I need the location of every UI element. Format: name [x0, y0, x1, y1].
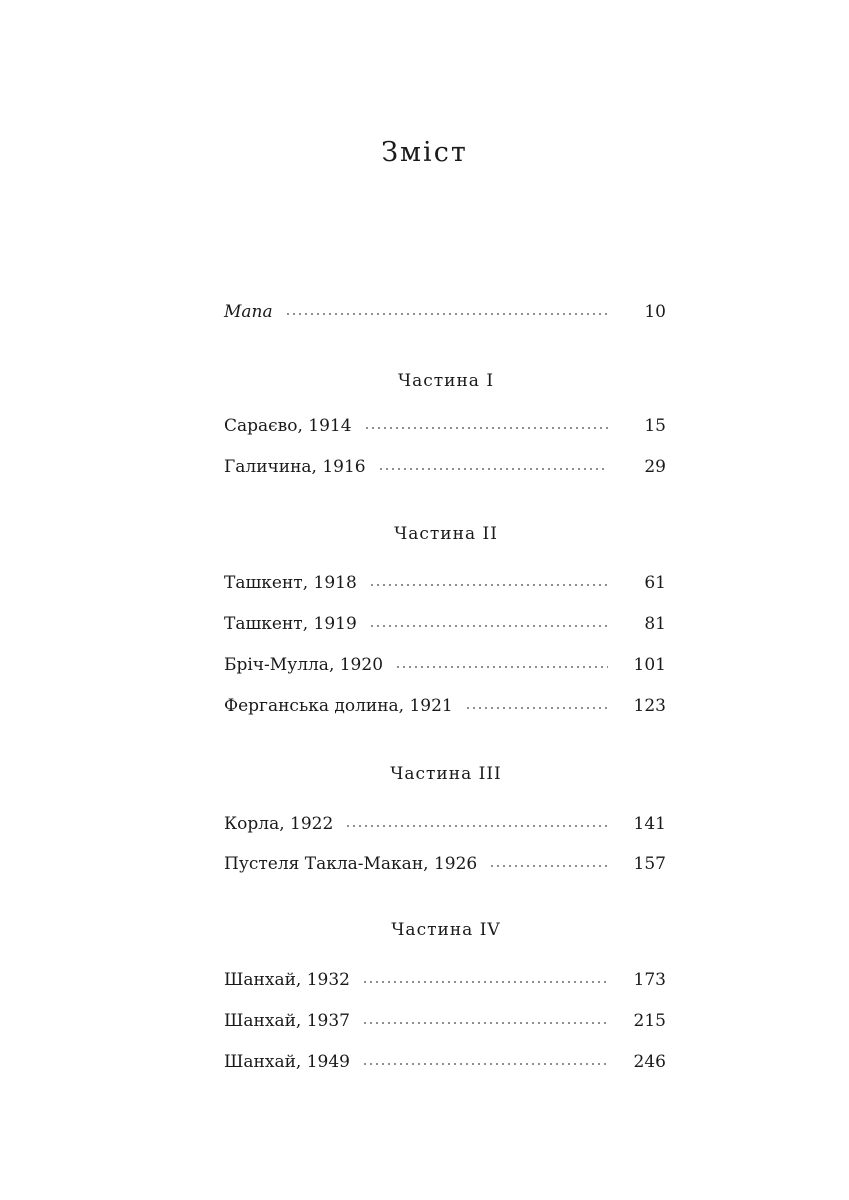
part-heading-4: Частина IV	[391, 920, 501, 940]
dot-leader	[362, 1063, 608, 1065]
toc-entry-map[interactable]	[224, 297, 666, 327]
toc-entry[interactable]	[224, 691, 666, 721]
toc-entry[interactable]	[224, 1047, 666, 1077]
dot-leader	[345, 825, 608, 827]
dot-leader	[465, 707, 608, 709]
toc-entry-label: Пустеля Такла-Макан, 1926	[224, 854, 478, 874]
toc-entry-page-number: 246	[633, 1052, 666, 1072]
toc-entry-page-number: 157	[633, 854, 666, 874]
toc-entry[interactable]	[224, 1006, 666, 1036]
part-heading-3: Частина III	[390, 764, 502, 784]
dot-leader	[285, 313, 608, 315]
toc-entry-label: Ферганська долина, 1921	[224, 696, 453, 716]
dot-leader	[369, 584, 608, 586]
toc-entry-label: Сараєво, 1914	[224, 416, 352, 436]
toc-entry-page-number: 29	[644, 457, 666, 477]
toc-entry-page-number: 141	[633, 814, 666, 834]
toc-entry-label: Корла, 1922	[224, 814, 334, 834]
dot-leader	[364, 427, 608, 429]
toc-entry[interactable]	[224, 609, 666, 639]
toc-entry-page-number: 215	[633, 1011, 666, 1031]
toc-entry-label: Мапа	[224, 302, 273, 322]
dot-leader	[378, 468, 608, 470]
toc-entry-label: Ташкент, 1918	[224, 573, 357, 593]
dot-leader	[489, 865, 608, 867]
toc-entry[interactable]	[224, 849, 666, 879]
dot-leader	[369, 625, 608, 627]
toc-entry[interactable]	[224, 568, 666, 598]
toc-entry[interactable]	[224, 411, 666, 441]
toc-entry-label: Галичина, 1916	[224, 457, 366, 477]
toc-entry-page-number: 15	[644, 416, 666, 436]
toc-entry-label: Ташкент, 1919	[224, 614, 357, 634]
toc-entry[interactable]	[224, 452, 666, 482]
part-heading-1: Частина I	[397, 371, 495, 391]
toc-entry-label: Шанхай, 1937	[224, 1011, 350, 1031]
dot-leader	[395, 666, 608, 668]
dot-leader	[362, 981, 608, 983]
toc-entry-page-number: 101	[633, 655, 666, 675]
toc-entry-label: Бріч-Мулла, 1920	[224, 655, 384, 675]
page-title: Зміст	[381, 137, 468, 168]
dot-leader	[362, 1022, 608, 1024]
toc-entry-label: Шанхай, 1932	[224, 970, 350, 990]
toc-entry[interactable]	[224, 809, 666, 839]
toc-entry-page-number: 173	[633, 970, 666, 990]
toc-entry[interactable]	[224, 965, 666, 995]
toc-entry-page-number: 61	[644, 573, 666, 593]
toc-entry-page-number: 10	[644, 302, 666, 322]
part-heading-2: Частина II	[394, 524, 498, 544]
toc-entry-page-number: 81	[644, 614, 666, 634]
toc-entry-page-number: 123	[633, 696, 666, 716]
toc-entry-label: Шанхай, 1949	[224, 1052, 350, 1072]
toc-entry[interactable]	[224, 650, 666, 680]
